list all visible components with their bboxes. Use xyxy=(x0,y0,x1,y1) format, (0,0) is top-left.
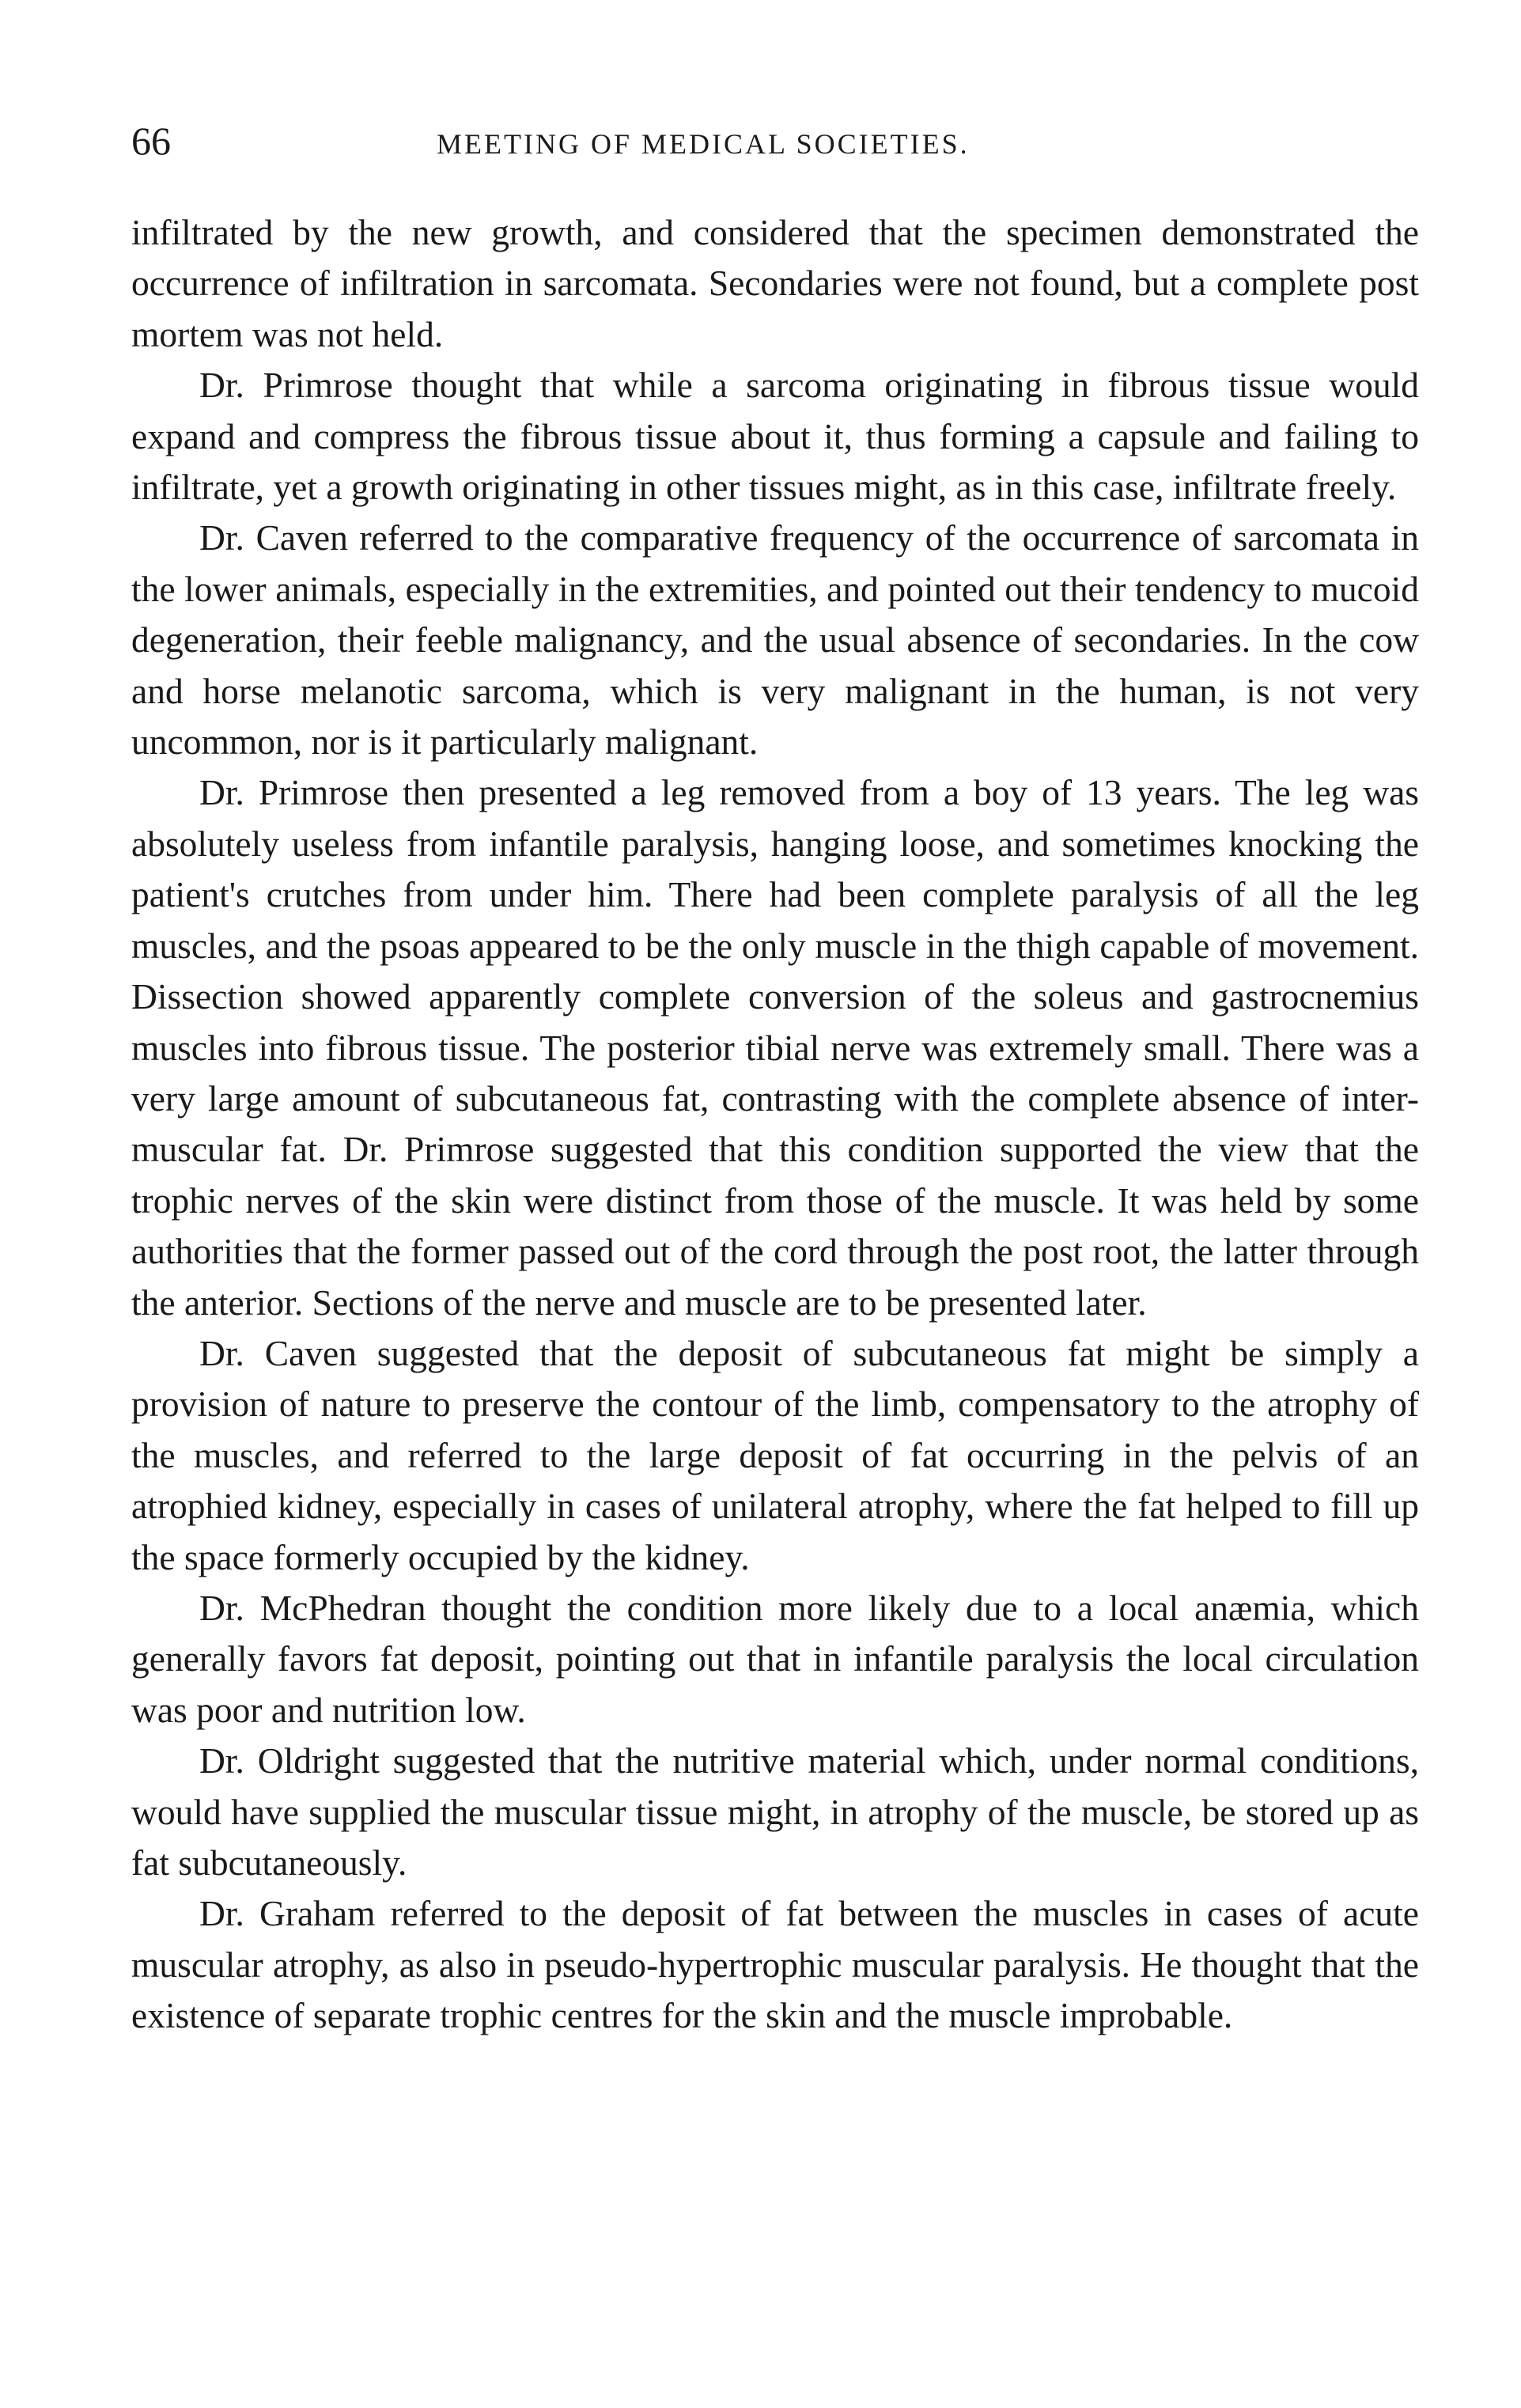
page-number: 66 xyxy=(131,119,171,163)
paragraph-caven-sarcomata: Dr. Caven referred to the comparative frequency of the occurrence of sarcomata in the lower animals, especially in the extremities, and pointed out their tendency to mucoid degeneration, their feeble malignancy, and the usual absence of secondaries. In the cow and horse melanotic sarcoma, which is very malignant in the human, is not very uncommon, nor is it particularly malignant. xyxy=(131,517,1419,763)
running-head: MEETING OF MEDICAL SOCIETIES. xyxy=(437,128,970,160)
paragraph-oldright: Dr. Oldright suggested that the nutritive material which, under normal conditions, would have supplied the muscular tissue might, in atrophy of the muscle, be stored up as fat subcutaneously. xyxy=(131,1740,1419,1883)
paragraph-caven-fat-deposit: Dr. Caven suggested that the deposit of subcutaneous fat might be simply a provision of nature to preserve the contour of the limb, compensatory to the atrophy of the muscles, and referred to the large deposit of fat occurring in the pelvis of an atrophied kidney, especially in cases of unilateral atrophy, where the fat helped to fill up the space formerly occupied by the kidney. xyxy=(131,1332,1419,1577)
paragraph-primrose-sarcoma: Dr. Primrose thought that while a sarcoma originating in fibrous tissue would expand and compress the fibrous tissue about it, thus forming a capsule and failing to infiltrate, yet a growth originating in other tissues might, as in this case, infiltrate freely. xyxy=(131,365,1419,508)
page-header xyxy=(131,111,1413,174)
body-text xyxy=(131,207,1419,2042)
paragraph-continuation: infiltrated by the new growth, and considered that the specimen demonstrated the occurrence of infiltration in sarcomata. Secondaries were not found, but a complete post mortem was not held. xyxy=(131,212,1419,354)
paragraph-primrose-leg-case: Dr. Primrose then presented a leg removed from a boy of 13 years. The leg was absolutely useless from infantile paralysis, hanging loose, and sometimes knocking the patient's crutches from under him. There had been complete paralysis of all the leg muscles, and the psoas appeared to be the only muscle in the thigh capable of movement. Dissection showed apparently complete conversion of the soleus and gastrocnemius muscles into fibrous tissue. The posterior tibial nerve was extremely small. There was a very large amount of subcutaneous fat, contrasting with the complete absence of inter-muscular fat. Dr. Primrose suggested that this condition supported the view that the trophic nerves of the skin were distinct from those of the muscle. It was held by some authorities that the former passed out of the cord through the post root, the latter through the anterior. Sections of the nerve and muscle are to be presented later. xyxy=(131,772,1419,1323)
paragraph-mcphedran: Dr. McPhedran thought the condition more likely due to a local anæmia, which generally favors fat deposit, pointing out that in infantile paralysis the local circulation was poor and nutrition low. xyxy=(131,1587,1419,1730)
paragraph-graham: Dr. Graham referred to the deposit of fat between the muscles in cases of acute muscular atrophy, as also in pseudo-hypertrophic muscular paralysis. He thought that the existence of separate trophic centres for the skin and the muscle improbable. xyxy=(131,1893,1419,2036)
